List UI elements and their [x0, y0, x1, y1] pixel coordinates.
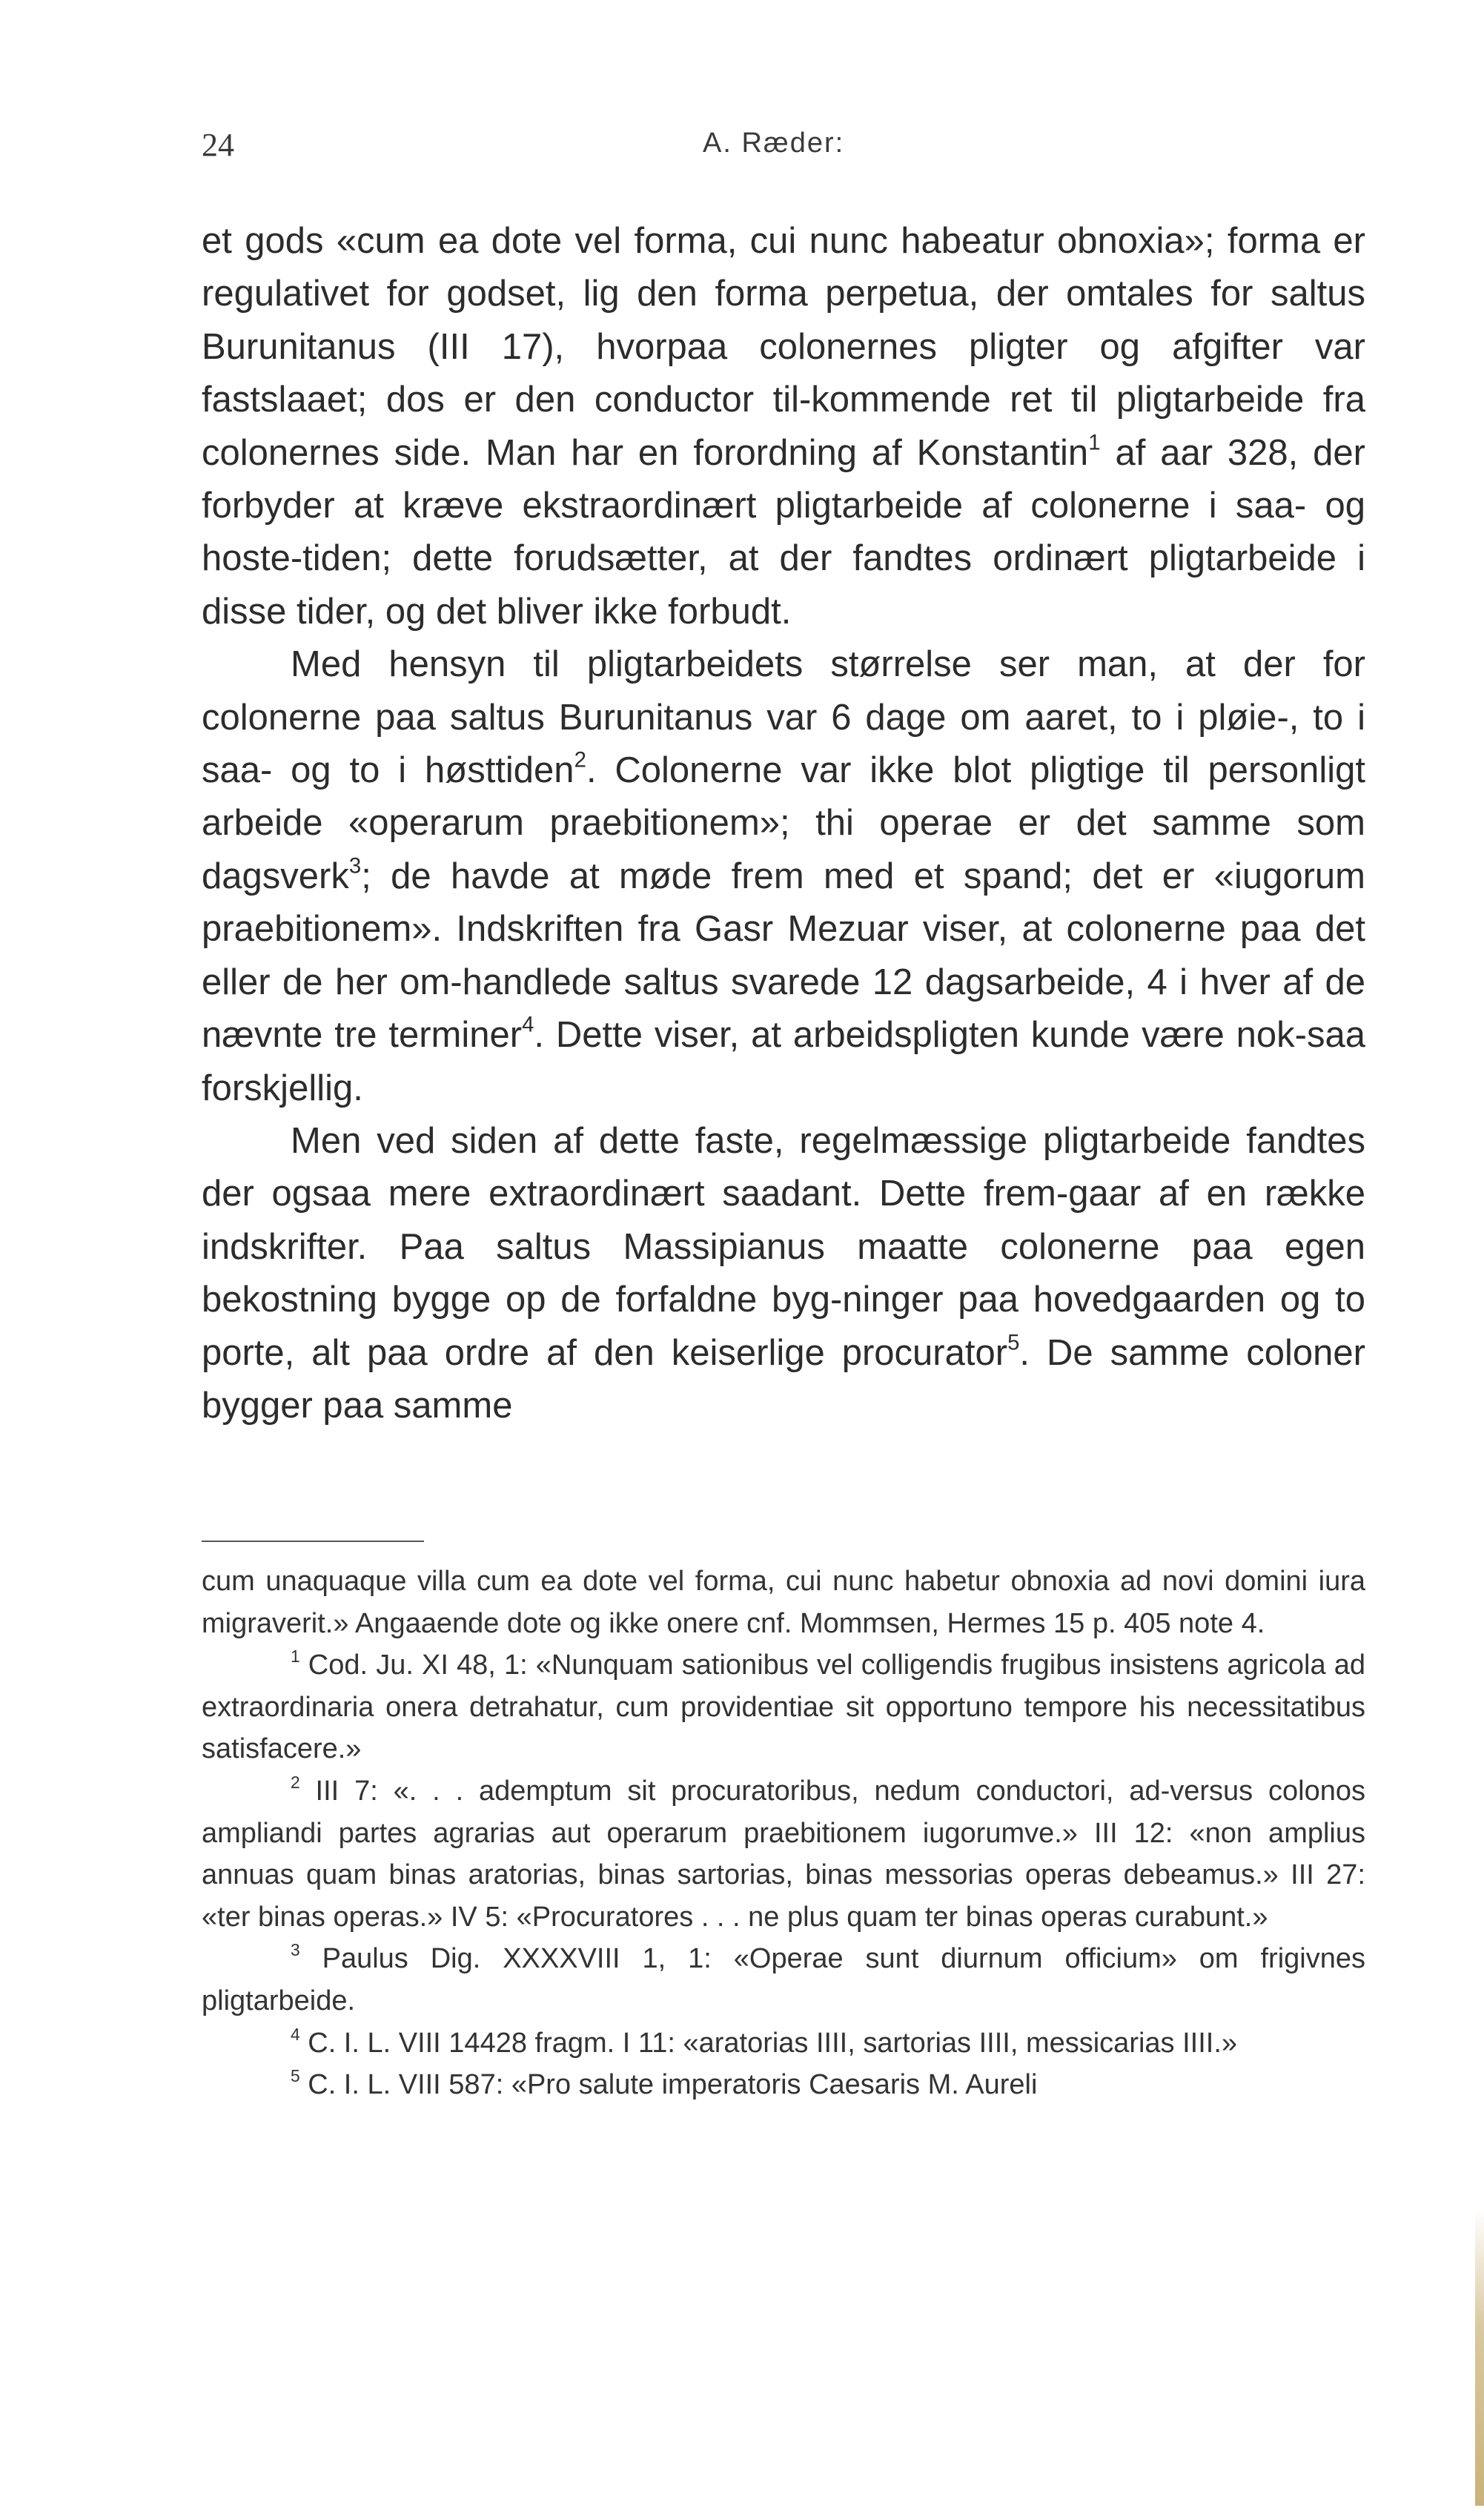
text-run: Paulus Dig. XXXXVIII 1, 1: «Operae sunt diurnum officium» om frigivnes pligtarbeide. — [202, 1943, 1365, 2016]
text-run: C. I. L. VIII 14428 fragm. I 11: «aratorias IIII, sartorias IIII, messicarias IIII.» — [299, 2027, 1238, 2059]
text-run: Med hensyn til pligtarbeidets størrelse ser man, at der for colonerne paa saltus Burunitanus var 6 dage om aaret, to i pløie-, to i saa- og to i høsttiden — [202, 644, 1365, 791]
text-run: cum unaquaque villa cum ea dote vel forma, cui nunc habetur obnoxia ad novi domini iura migraverit.» Angaaende dote og ikke onere cnf. Mommsen, Hermes 15 p. 405 note 4. — [202, 1566, 1365, 1639]
footnote-marker: 5 — [291, 2066, 300, 2086]
footnote-marker: 1 — [291, 1647, 300, 1667]
footnote — [202, 1770, 1365, 1938]
footnote — [202, 2064, 1365, 2106]
footnote-marker: 3 — [291, 1940, 300, 1960]
text-run: Cod. Ju. XI 48, 1: «Nunquam sationibus vel colligendis frugibus insistens agricola ad extraordinaria onera detrahatur, cum providentiae sit opportuno tempore his necessitatibus satisfacere.» — [202, 1650, 1365, 1765]
running-head: A. Ræder: — [703, 128, 845, 159]
text-run: et gods «cum ea dote vel forma, cui nunc habeatur obnoxia»; forma er regulativet for godset, lig den forma perpetua, der omtales for saltus Burunitanus (III 17), hvorpaa colonernes pligter og afgifter var fastslaaet; dos er den conductor til-kommende ret til pligtarbeide fra colonernes side. Man har en forordning af Konstantin — [202, 221, 1365, 473]
text-run: III 7: «. . . ademptum sit procuratoribus, nedum conductori, ad-versus colonos ampliandi partes agrarias aut operarum praebitionem iugorumve.» III 12: «non amplius annuas quam binas aratorias, binas sartorias, binas messorias operas debeamus.» III 27: «ter binas operas.» IV 5: «Procuratores . . . ne plus quam ter binas operas curabunt.» — [202, 1775, 1365, 1933]
footnote — [202, 1561, 1365, 1644]
footnote — [202, 1938, 1365, 2022]
page-number: 24 — [202, 127, 234, 163]
text-run: . De samme coloner bygger paa samme — [202, 1332, 1365, 1426]
body-paragraph — [202, 638, 1365, 1115]
footnote-marker: 2 — [291, 1773, 300, 1793]
footnotes — [202, 1561, 1365, 2106]
footnote — [202, 2022, 1365, 2065]
footnote-divider — [202, 1541, 424, 1542]
text-run: af aar 328, der forbyder at kræve ekstraordinært pligtarbeide af colonerne i saa- og hoste-tiden; dette forudsætter, at der fandtes ordinært pligtarbeide i disse tider, og det bliver ikke forbudt. — [202, 432, 1365, 632]
page-edge-stain — [1475, 2209, 1484, 2506]
footnote — [202, 1644, 1365, 1770]
body-paragraph — [202, 215, 1365, 638]
footnote-marker: 1 — [1088, 430, 1101, 455]
footnote-marker: 5 — [1007, 1329, 1020, 1354]
text-run: Men ved siden af dette faste, regelmæssige pligtarbeide fandtes der ogsaa mere extraordinært saadant. Dette frem-gaar af en række indskrifter. Paa saltus Massipianus maatte colonerne paa egen bekostning bygge op de forfaldne byg-ninger paa hovedgaarden og to porte, alt paa ordre af den keiserlige procurator — [202, 1120, 1365, 1373]
text-run: ; de havde at møde frem med et spand; det er «iugorum praebitionem». Indskriften fra Gasr Mezuar viser, at colonerne paa det eller de her om-handlede saltus svarede 12 dagsarbeide, 4 i hver af de nævnte tre terminer — [202, 856, 1365, 1056]
text-run: . Colonerne var ikke blot pligtige til personligt arbeide «operarum praebitionem»; thi operae er det samme som dagsverk — [202, 750, 1366, 896]
text-run: C. I. L. VIII 587: «Pro salute imperatoris Caesaris M. Aureli — [299, 2069, 1038, 2101]
body-text — [202, 215, 1365, 1432]
body-paragraph — [202, 1115, 1365, 1432]
footnote-marker: 4 — [522, 1012, 534, 1037]
text-run: . Dette viser, at arbeidspligten kunde være nok-saa forskjellig. — [202, 1015, 1365, 1108]
footnote-marker: 3 — [348, 853, 362, 879]
footnote-marker: 2 — [574, 747, 586, 772]
footnote-marker: 4 — [291, 2024, 300, 2044]
